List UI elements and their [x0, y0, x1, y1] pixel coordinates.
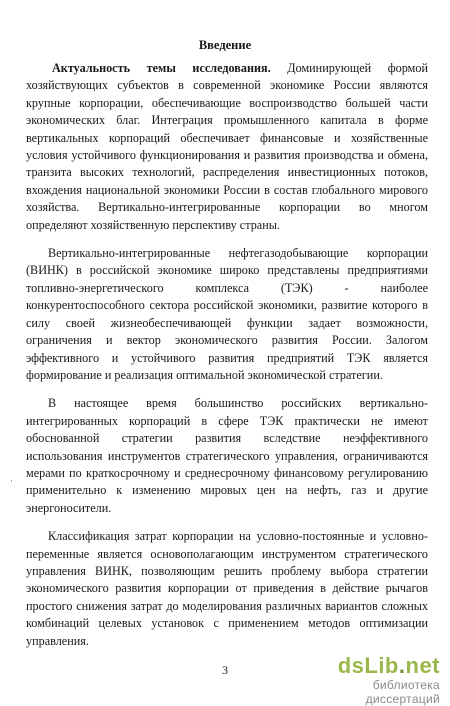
watermark-logo-main: dsLib	[337, 653, 399, 678]
paragraph-4: Классификация затрат корпорации на условно-постоянные и условно-переменные является основополагающим инструментом стратегического управления ВИНК, позволяющим решить проблему выбора стратегии экономического развития корпорации от приведения в действие рычагов простого снижения затрат до моделирования различных вариантов сложных комбинаций целевых установок с применением методов оптимизации управления.	[26, 529, 428, 648]
paragraph-1	[26, 60, 428, 234]
paragraph-1-text: Доминирующей формой хозяйствующих субъектов в современной экономике России являются крупные корпорации, обеспечивающие воспроизводство большей части экономических благ. Интеграция промышленного капитала в форме вертикальных корпораций обеспечивает финансовые и хозяйственные условия устойчивого функционирования и развития производства и обмена, транзита высоких технологий, распределения инвестиционных потоков, вхождения национальной экономики России в состав глобального мирового хозяйства. Вертикально-интегрированные корпорации во многом определяют хозяйственную перспективу страны.	[26, 61, 428, 232]
watermark-logo-tld: net	[405, 653, 440, 678]
paragraph-2: Вертикально-интегрированные нефтегазодобывающие корпорации (ВИНК) в российской экономике широко представлены предприятиями топливно-энергетического комплекса (ТЭК) - наиболее конкурентоспособного сектора российской экономики, развитие которого в силу своей жизнеобеспечивающей функции задает возможности, ограничения и вектор экономического развития России. Залогом эффективного и устойчивого развития предприятий ТЭК является формирование и реализация оптимальной экономической стратегии.	[26, 246, 428, 382]
page-number: 3	[222, 663, 228, 677]
paragraph-1-lead: Актуальность темы исследования.	[52, 61, 271, 75]
document-body	[26, 60, 428, 656]
watermark-tagline: библиотека диссертаций	[365, 678, 440, 706]
paragraph-3: В настоящее время большинство российских вертикально- интегрированных корпораций в сфере ТЭК практически не имеют обоснованной стратегии развития вследствие неэффективного использования инструментов стратегического управления, ограничиваются мерами по краткосрочному и среднесрочному финансовому регулированию применительно к изменению мировых цен на нефть, газ и другие энергоносители.	[26, 396, 428, 515]
watermark-logo-dot: .	[398, 653, 406, 678]
scan-mark: ·	[10, 476, 13, 486]
page-heading: Введение	[198, 38, 252, 52]
watermark-logo	[300, 654, 440, 678]
watermark	[300, 654, 440, 706]
